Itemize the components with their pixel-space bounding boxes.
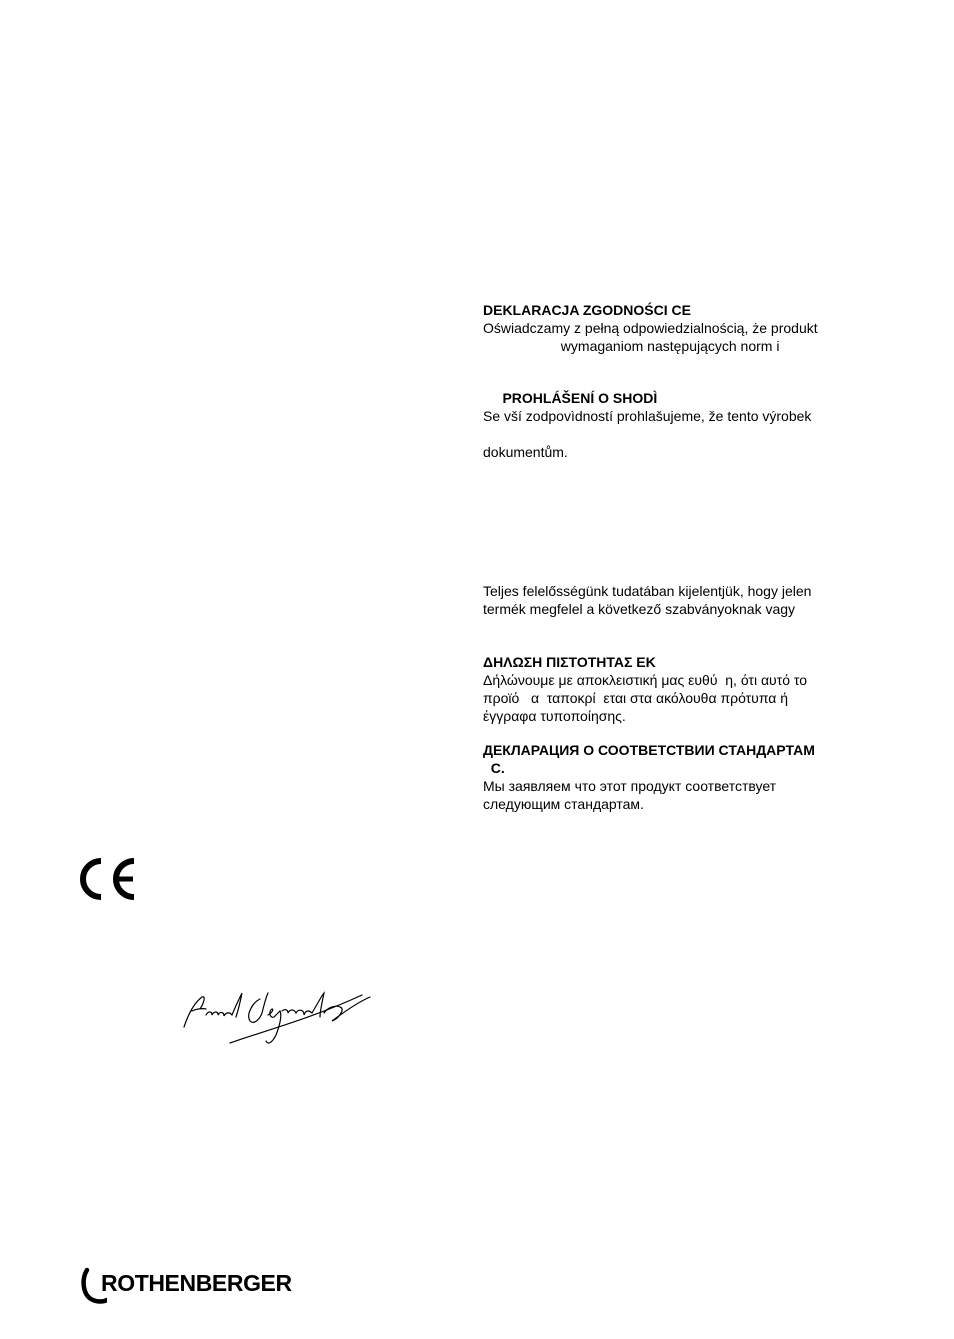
czech-declaration [483,389,903,461]
hungarian-line-1: Teljes felelősségünk tudatában kijelentjük, hogy jelen [483,583,812,599]
polish-line-2: wymaganiom następujących norm i [483,338,780,354]
russian-declaration [483,741,903,813]
brand-name: ROTHENBERGER [101,1270,292,1296]
hungarian-declaration [483,582,903,618]
signature-image [180,985,375,1047]
greek-line-3: έγγραφα τυποποίησης. [483,708,626,724]
czech-line-1: Se vší zodpovìdností prohlašujeme, že tento výrobek [483,408,812,424]
czech-heading: PROHLÁŠENÍ O SHODÌ [483,390,658,406]
russian-heading-2: С. [483,760,505,776]
ce-mark-icon [79,857,139,901]
greek-declaration [483,653,903,725]
greek-line-1: Δήλώνουμε με αποκλειστική μας ευθύ η, ότι αυτό το [483,672,808,688]
greek-line-2: προϊό α ταποκρί εται στα ακόλουθα πρότυπα ή [483,690,789,706]
russian-line-1: Мы заявляем что этот продукт соответствует [483,778,777,794]
polish-declaration [483,301,903,355]
rothenberger-logo [79,1266,339,1306]
russian-line-2: следующим стандартам. [483,796,644,812]
hungarian-line-2: termék megfelel a következő szabványoknak vagy [483,601,796,617]
polish-line-1: Oświadczamy z pełną odpowiedzialnością, że produkt [483,320,818,336]
czech-line-2: dokumentům. [483,444,568,460]
polish-heading: DEKLARACJA ZGODNOŚCI CE [483,302,691,318]
russian-heading-1: ДЕКЛАРАЦИЯ О СООТВЕТСТВИИ СТАНДАРТАМ [483,742,815,758]
greek-heading: ΔΗΛΩΣΗ ΠΙΣΤΟΤΗΤΑΣ ΕΚ [483,654,656,670]
